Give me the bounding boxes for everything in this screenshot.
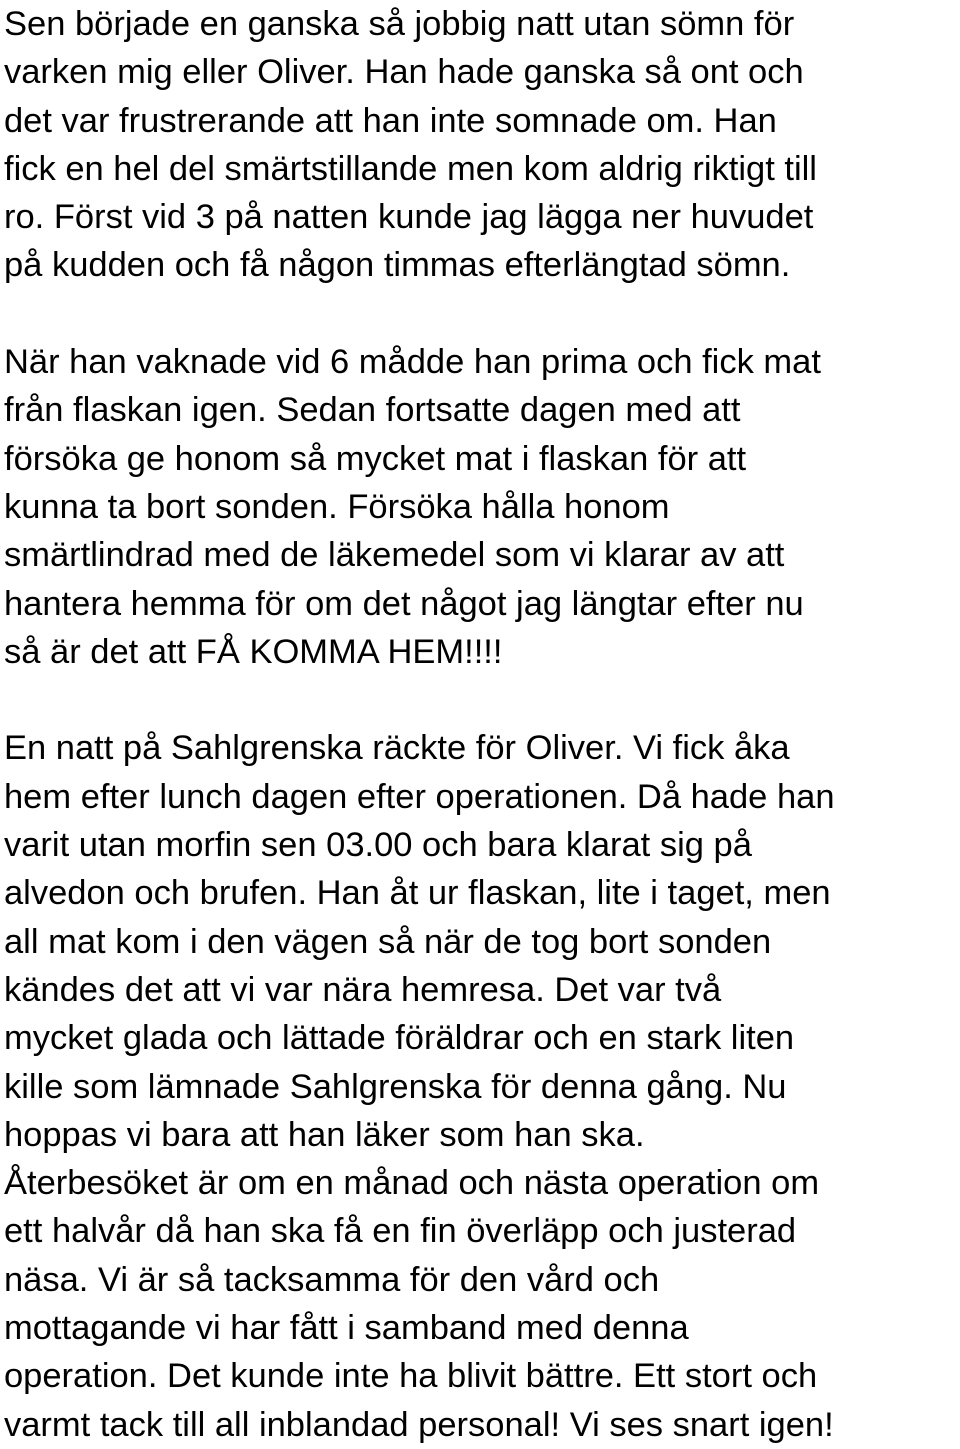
text-line: försöka ge honom så mycket mat i flaskan för att [4,439,747,478]
paragraph-3 [4,724,960,1448]
text-line: operation. Det kunde inte ha blivit bättre. Ett stort och [4,1357,818,1396]
text-line: all mat kom i den vägen så när de tog bort sonden [4,922,772,961]
text-line: varmt tack till all inblandad personal! Vi ses snart igen! [4,1405,834,1444]
text-line: det var frustrerande att han inte somnade om. Han [4,101,777,140]
text-line: Sen började en ganska så jobbig natt utan sömn för [4,5,795,43]
text-line: mottagande vi har fått i samband med denna [4,1309,689,1348]
paragraph-1 [4,0,960,290]
text-line: En natt på Sahlgrenska räckte för Oliver. Vi fick åka [4,729,790,768]
text-line: näsa. Vi är så tacksamma för den vård och [4,1260,660,1299]
text-line: ro. Först vid 3 på natten kunde jag lägga ner huvudet [4,198,814,237]
text-line: mycket glada och lättade föräldrar och en stark liten [4,1019,795,1058]
text-line: När han vaknade vid 6 mådde han prima och fick mat [4,343,821,382]
paragraph-2 [4,338,960,676]
text-line: kändes det att vi var nära hemresa. Det var två [4,970,722,1009]
text-line: fick en hel del smärtstillande men kom aldrig riktigt till [4,149,817,188]
paragraph-gap [4,676,960,724]
text-line: kille som lämnade Sahlgrenska för denna gång. Nu [4,1067,787,1106]
text-line: Återbesöket är om en månad och nästa operation om [4,1164,820,1203]
text-line: från flaskan igen. Sedan fortsatte dagen med att [4,391,741,430]
text-line: på kudden och få någon timmas efterlängtad sömn. [4,246,791,285]
text-line: kunna ta bort sonden. Försöka hålla honom [4,487,670,526]
text-line: varit utan morfin sen 03.00 och bara klarat sig på [4,826,752,865]
text-line: alvedon och brufen. Han åt ur flaskan, lite i taget, men [4,874,831,913]
text-line: hem efter lunch dagen efter operationen. Då hade han [4,777,835,816]
text-line: hoppas vi bara att han läker som han ska. [4,1115,645,1154]
paragraph-gap [4,290,960,338]
text-line: varken mig eller Oliver. Han hade ganska så ont och [4,53,804,92]
text-line: smärtlindrad med de läkemedel som vi klarar av att [4,536,785,575]
text-line: hantera hemma för om det något jag längtar efter nu [4,584,804,623]
text-line: så är det att FÅ KOMMA HEM!!!! [4,632,503,671]
text-line: ett halvår då han ska få en fin överläpp och justerad [4,1212,797,1251]
document-body [4,0,960,1449]
